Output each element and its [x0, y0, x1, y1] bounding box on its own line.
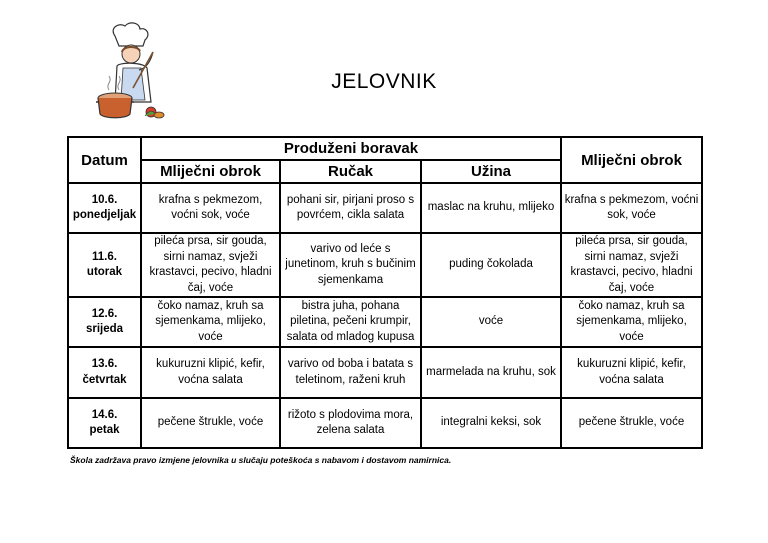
date-cell: [68, 297, 141, 347]
page-title: JELOVNIK: [331, 70, 437, 93]
header-snack: Užina: [421, 160, 561, 183]
milk-meal-left-cell: pileća prsa, sir gouda, sirni namaz, svježi krastavci, pecivo, hladni čaj, voće: [141, 233, 280, 297]
header-milk-meal-left: Mliječni obrok: [141, 160, 280, 183]
milk-meal-right-cell: pileća prsa, sir gouda, sirni namaz, svježi krastavci, pecivo, hladni čaj, voće: [561, 233, 702, 297]
menu-table: [67, 136, 703, 449]
lunch-cell: bistra juha, pohana piletina, pečeni krumpir, salata od mladog kupusa: [280, 297, 421, 347]
milk-meal-left-cell: pečene štrukle, voće: [141, 398, 280, 448]
footnote: Škola zadržava pravo izmjene jelovnika u slučaju poteškoća s nabavom i dostavom namirnica.: [70, 455, 452, 465]
table-row: [68, 347, 702, 398]
table-row: [68, 233, 702, 297]
milk-meal-right-cell: krafna s pekmezom, voćni sok, voće: [561, 183, 702, 233]
snack-cell: marmelada na kruhu, sok: [421, 347, 561, 398]
header-lunch: Ručak: [280, 160, 421, 183]
milk-meal-left-cell: krafna s pekmezom, voćni sok, voće: [141, 183, 280, 233]
date-number: 10.6.: [91, 193, 118, 206]
date-number: 14.6.: [91, 408, 118, 421]
snack-cell: puding čokolada: [421, 233, 561, 297]
snack-cell: voće: [421, 297, 561, 347]
day-name: ponedjeljak: [72, 209, 137, 221]
date-number: 13.6.: [91, 358, 118, 370]
milk-meal-right-cell: pečene štrukle, voće: [561, 398, 702, 448]
date-number: 12.6.: [91, 307, 118, 320]
milk-meal-left-cell: kukuruzni klipić, kefir, voćna salata: [141, 347, 280, 398]
header-extended-stay: Produženi boravak: [141, 137, 561, 160]
milk-meal-right-cell: čoko namaz, kruh sa sjemenkama, mlijeko, voće: [561, 297, 702, 347]
header-date: Datum: [68, 137, 141, 183]
day-name: utorak: [86, 266, 123, 278]
date-cell: [68, 398, 141, 448]
table-row: [68, 183, 702, 233]
milk-meal-left-cell: čoko namaz, kruh sa sjemenkama, mlijeko, voće: [141, 297, 280, 347]
milk-meal-right-cell: kukuruzni klipić, kefir, voćna salata: [561, 347, 702, 398]
header-milk-meal-right: Mliječni obrok: [561, 137, 702, 183]
date-cell: [68, 183, 141, 233]
date-cell: [68, 233, 141, 297]
snack-cell: integralni keksi, sok: [421, 398, 561, 448]
day-name: petak: [89, 424, 120, 436]
date-cell: [68, 347, 141, 398]
day-name: četvrtak: [82, 373, 127, 386]
lunch-cell: pohani sir, pirjani proso s povrćem, cikla salata: [280, 183, 421, 233]
day-name: srijeda: [85, 323, 124, 335]
snack-cell: maslac na kruhu, mlijeko: [421, 183, 561, 233]
lunch-cell: varivo od leće s junetinom, kruh s bučinim sjemenkama: [280, 233, 421, 297]
table-row: [68, 297, 702, 347]
date-number: 11.6.: [92, 250, 117, 263]
lunch-cell: varivo od boba i batata s teletinom, raženi kruh: [280, 347, 421, 398]
lunch-cell: rižoto s plodovima mora, zelena salata: [280, 398, 421, 448]
table-row: [68, 398, 702, 448]
